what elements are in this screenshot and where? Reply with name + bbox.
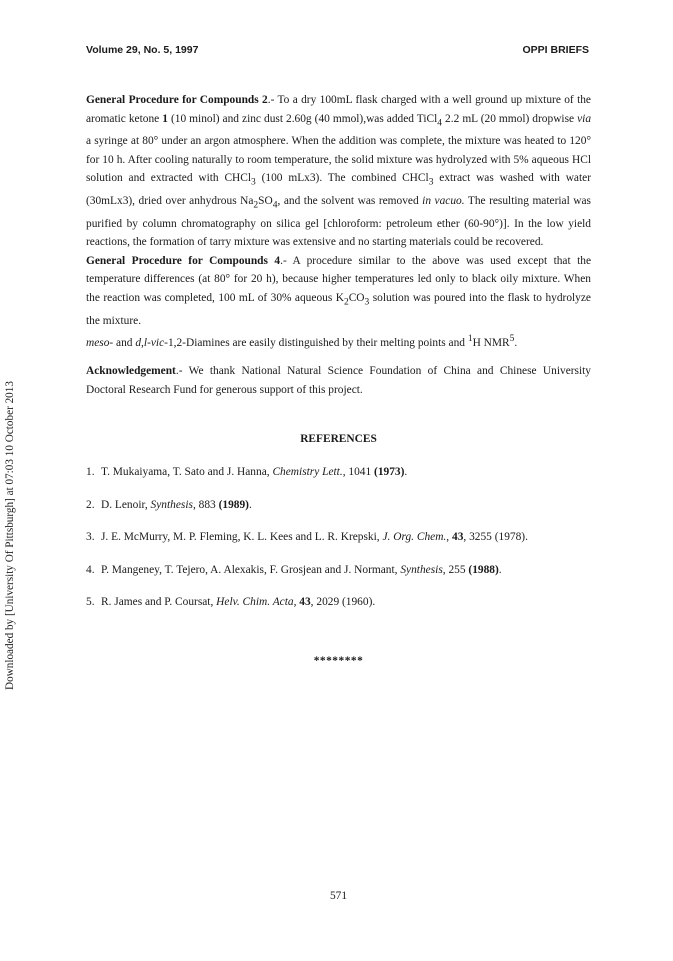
page-number: 571 — [329, 890, 348, 902]
procedure-4-heading: General Procedure for Compounds 4 — [86, 254, 281, 267]
acknowledgement: Acknowledgement.- We thank National Natural Science Foundation of China and Chinese University Doctoral Research Fund for generous support of this project. — [86, 365, 591, 396]
download-watermark: Downloaded by [University Of Pittsburgh] at 07:03 10 October 2013 — [4, 381, 16, 690]
article-body — [86, 91, 591, 399]
reference-item: 1. T. Mukaiyama, T. Sato and J. Hanna, Chemistry Lett., 1041 (1973). — [86, 466, 408, 478]
procedure-compounds-4: General Procedure for Compounds 4.- A procedure similar to the above was used except that the temperature differences (at 80° for 20 h), because higher temperatures led only to black oily mixture. When the reaction was completed, 100 mL of 30% aqueous $K_2CO_3$ solution was poured into the flask to hydrolyze the mixture. — [86, 254, 592, 327]
acknowledgement-heading: Acknowledgement — [86, 365, 176, 378]
procedure-2-heading: General Procedure for Compounds 2 — [86, 94, 268, 106]
end-separator: ******** — [313, 655, 364, 667]
reference-item: 4. P. Mangeney, T. Tejero, A. Alexakis, F. Grosjean and J. Normant, Synthesis, 255 (1988). — [86, 563, 502, 576]
diamines-note: meso- and d,l-vic-1,2-Diamines are easily distinguished by their melting points and $^1$H NMR$^5$. — [86, 334, 518, 349]
reference-item: 2. D. Lenoir, Synthesis, 883 (1989). — [86, 498, 252, 511]
reference-item: 5. R. James and P. Coursat, Helv. Chim. Acta, 43, 2029 (1960). — [86, 596, 376, 609]
reference-list — [86, 465, 596, 628]
volume-info: Volume 29, No. 5, 1997 — [86, 44, 199, 56]
reference-item: 3. J. E. McMurry, M. P. Fleming, K. L. Kees and L. R. Krepski, J. Org. Chem., 43, 3255 (1978). — [86, 531, 528, 544]
journal-section: OPPI BRIEFS — [522, 44, 589, 56]
procedure-compounds-2: General Procedure for Compounds 2.- To a dry 100mL flask charged with a well ground up mixture of the aromatic ketone 1 (10 minol) and zinc dust 2.60g (40 mmol),was added TiCl$_4$ 2.2 mL (20 mmol) dropwise via a syringe at 80° under an argon atmosphere. When the addition was complete, the mixture was heated to 120° for 10 h. After cooling naturally to room temperature, the solid mixture was hydrolyzed with 5% aqueous HCl solution and extracted with CHCl$_3$ (100 mLx3). The combined CHCl$_3$ extract was washed with water (30mLx3), dried over anhydrous $Na_2SO_4$, and the solvent was removed in vacuo. The resulting material was purified by column chromatography on silica gel [chloroform: petroleum ether (60-90°)]. In the low yield reactions, the formation of tarry mixture was extensive and no starting materials could be recovered. — [86, 94, 592, 249]
references-heading: REFERENCES — [300, 433, 377, 445]
